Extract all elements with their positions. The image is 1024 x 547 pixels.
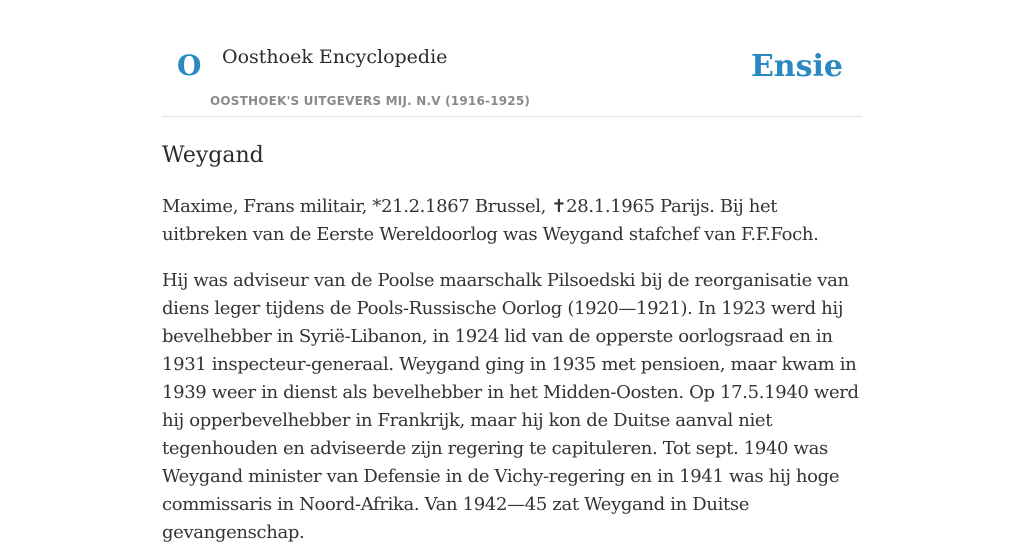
site-subtitle: OOSTHOEK'S UITGEVERS MIJ. N.V (1916-1925) — [210, 94, 531, 108]
brand-logo[interactable]: Ensie — [750, 49, 843, 84]
site-title[interactable]: Oosthoek Encyclopedie — [222, 46, 448, 68]
entry-paragraph-1: Maxime, Frans militair, *21.2.1867 Brussel, ✝28.1.1965 Parijs. Bij het uitbreken van de Eerste Wereldoorlog was Weygand stafchef van F.F.Foch. — [162, 196, 819, 245]
entry-paragraph-2: Hij was adviseur van de Poolse maarschalk Pilsoedski bij de reorganisatie van diens leger tijdens de Pools-Russische Oorlog (1920—1921). In 1923 werd hij bevelhebber in Syrië-Libanon, in 1924 lid van de opperste oorlogsraad en in 1931 inspecteur-generaal. Weygand ging in 1935 met pensioen, maar kwam in 1939 weer in dienst als bevelhebber in het Midden-Oosten. Op 17.5.1940 werd hij opperbevelhebber in Frankrijk, maar hij kon de Duitse aanval niet tegenhouden en adviseerde zijn regering te capituleren. Tot sept. 1940 was Weygand minister van Defensie in de Vichy-regering en in 1941 was hij hoge commissaris in Noord-Afrika. Van 1942—45 zat Weygand in Duitse gevangenschap. — [162, 270, 859, 543]
site-logo[interactable]: O — [177, 49, 202, 82]
site-header — [162, 0, 862, 117]
entry-title: Weygand — [162, 143, 264, 168]
content-column — [162, 0, 862, 547]
